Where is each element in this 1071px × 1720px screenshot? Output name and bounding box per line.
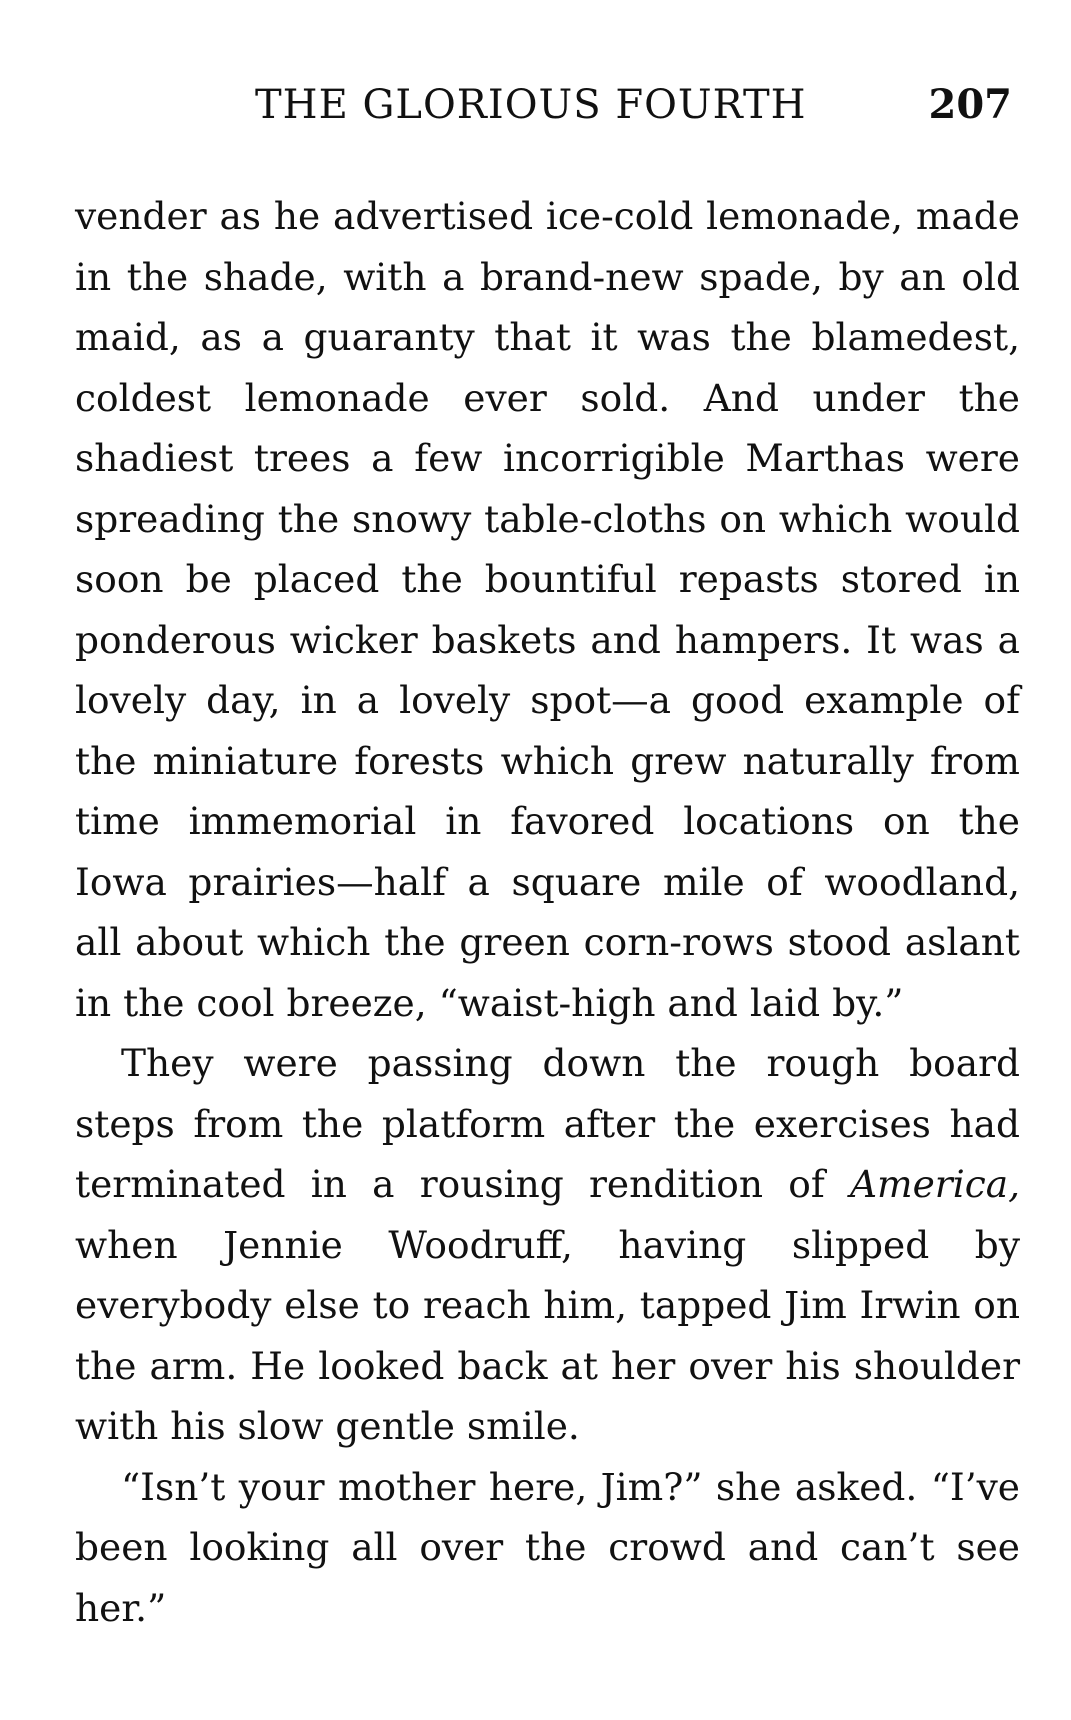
page-number: 207 [928,81,1012,128]
paragraph-2-part-2: when Jennie Woodruff, having slipped by everybody else to reach him, tapped Jim Irwin on the arm. He looked back at her over his shoulder with his slow gentle smile. [75,1222,1020,1448]
chapter-title: THE GLORIOUS FOURTH [255,82,807,128]
paragraph-2-part-1: They were passing down the rough board steps from the platform after the exercises had terminated in a rousing rendition of [75,1041,1020,1206]
song-title: America, [849,1162,1020,1206]
paragraph-2 [75,1033,1020,1457]
paragraph-1: vender as he advertised ice-cold lemonade, made in the shade, with a brand-new spade, by an old maid, as a guaranty that it was the blamedest, coldest lemonade ever sold. And under the shadiest trees a few incorrigible Marthas were spreading the snowy table-cloths on which would soon be placed the bountiful repasts stored in ponderous wicker baskets and hampers. It was a lovely day, in a lovely spot—a good example of the miniature forests which grew naturally from time immemorial in favored locations on the Iowa prairies—half a square mile of woodland, all about which the green corn-rows stood aslant in the cool breeze, “waist-high and laid by.” [75,194,1020,1025]
paragraph-3: “Isn’t your mother here, Jim?” she asked. “I’ve been looking all over the crowd and can’t see her.” [75,1464,1020,1630]
running-head [75,80,1020,130]
body-text [75,186,1020,1638]
